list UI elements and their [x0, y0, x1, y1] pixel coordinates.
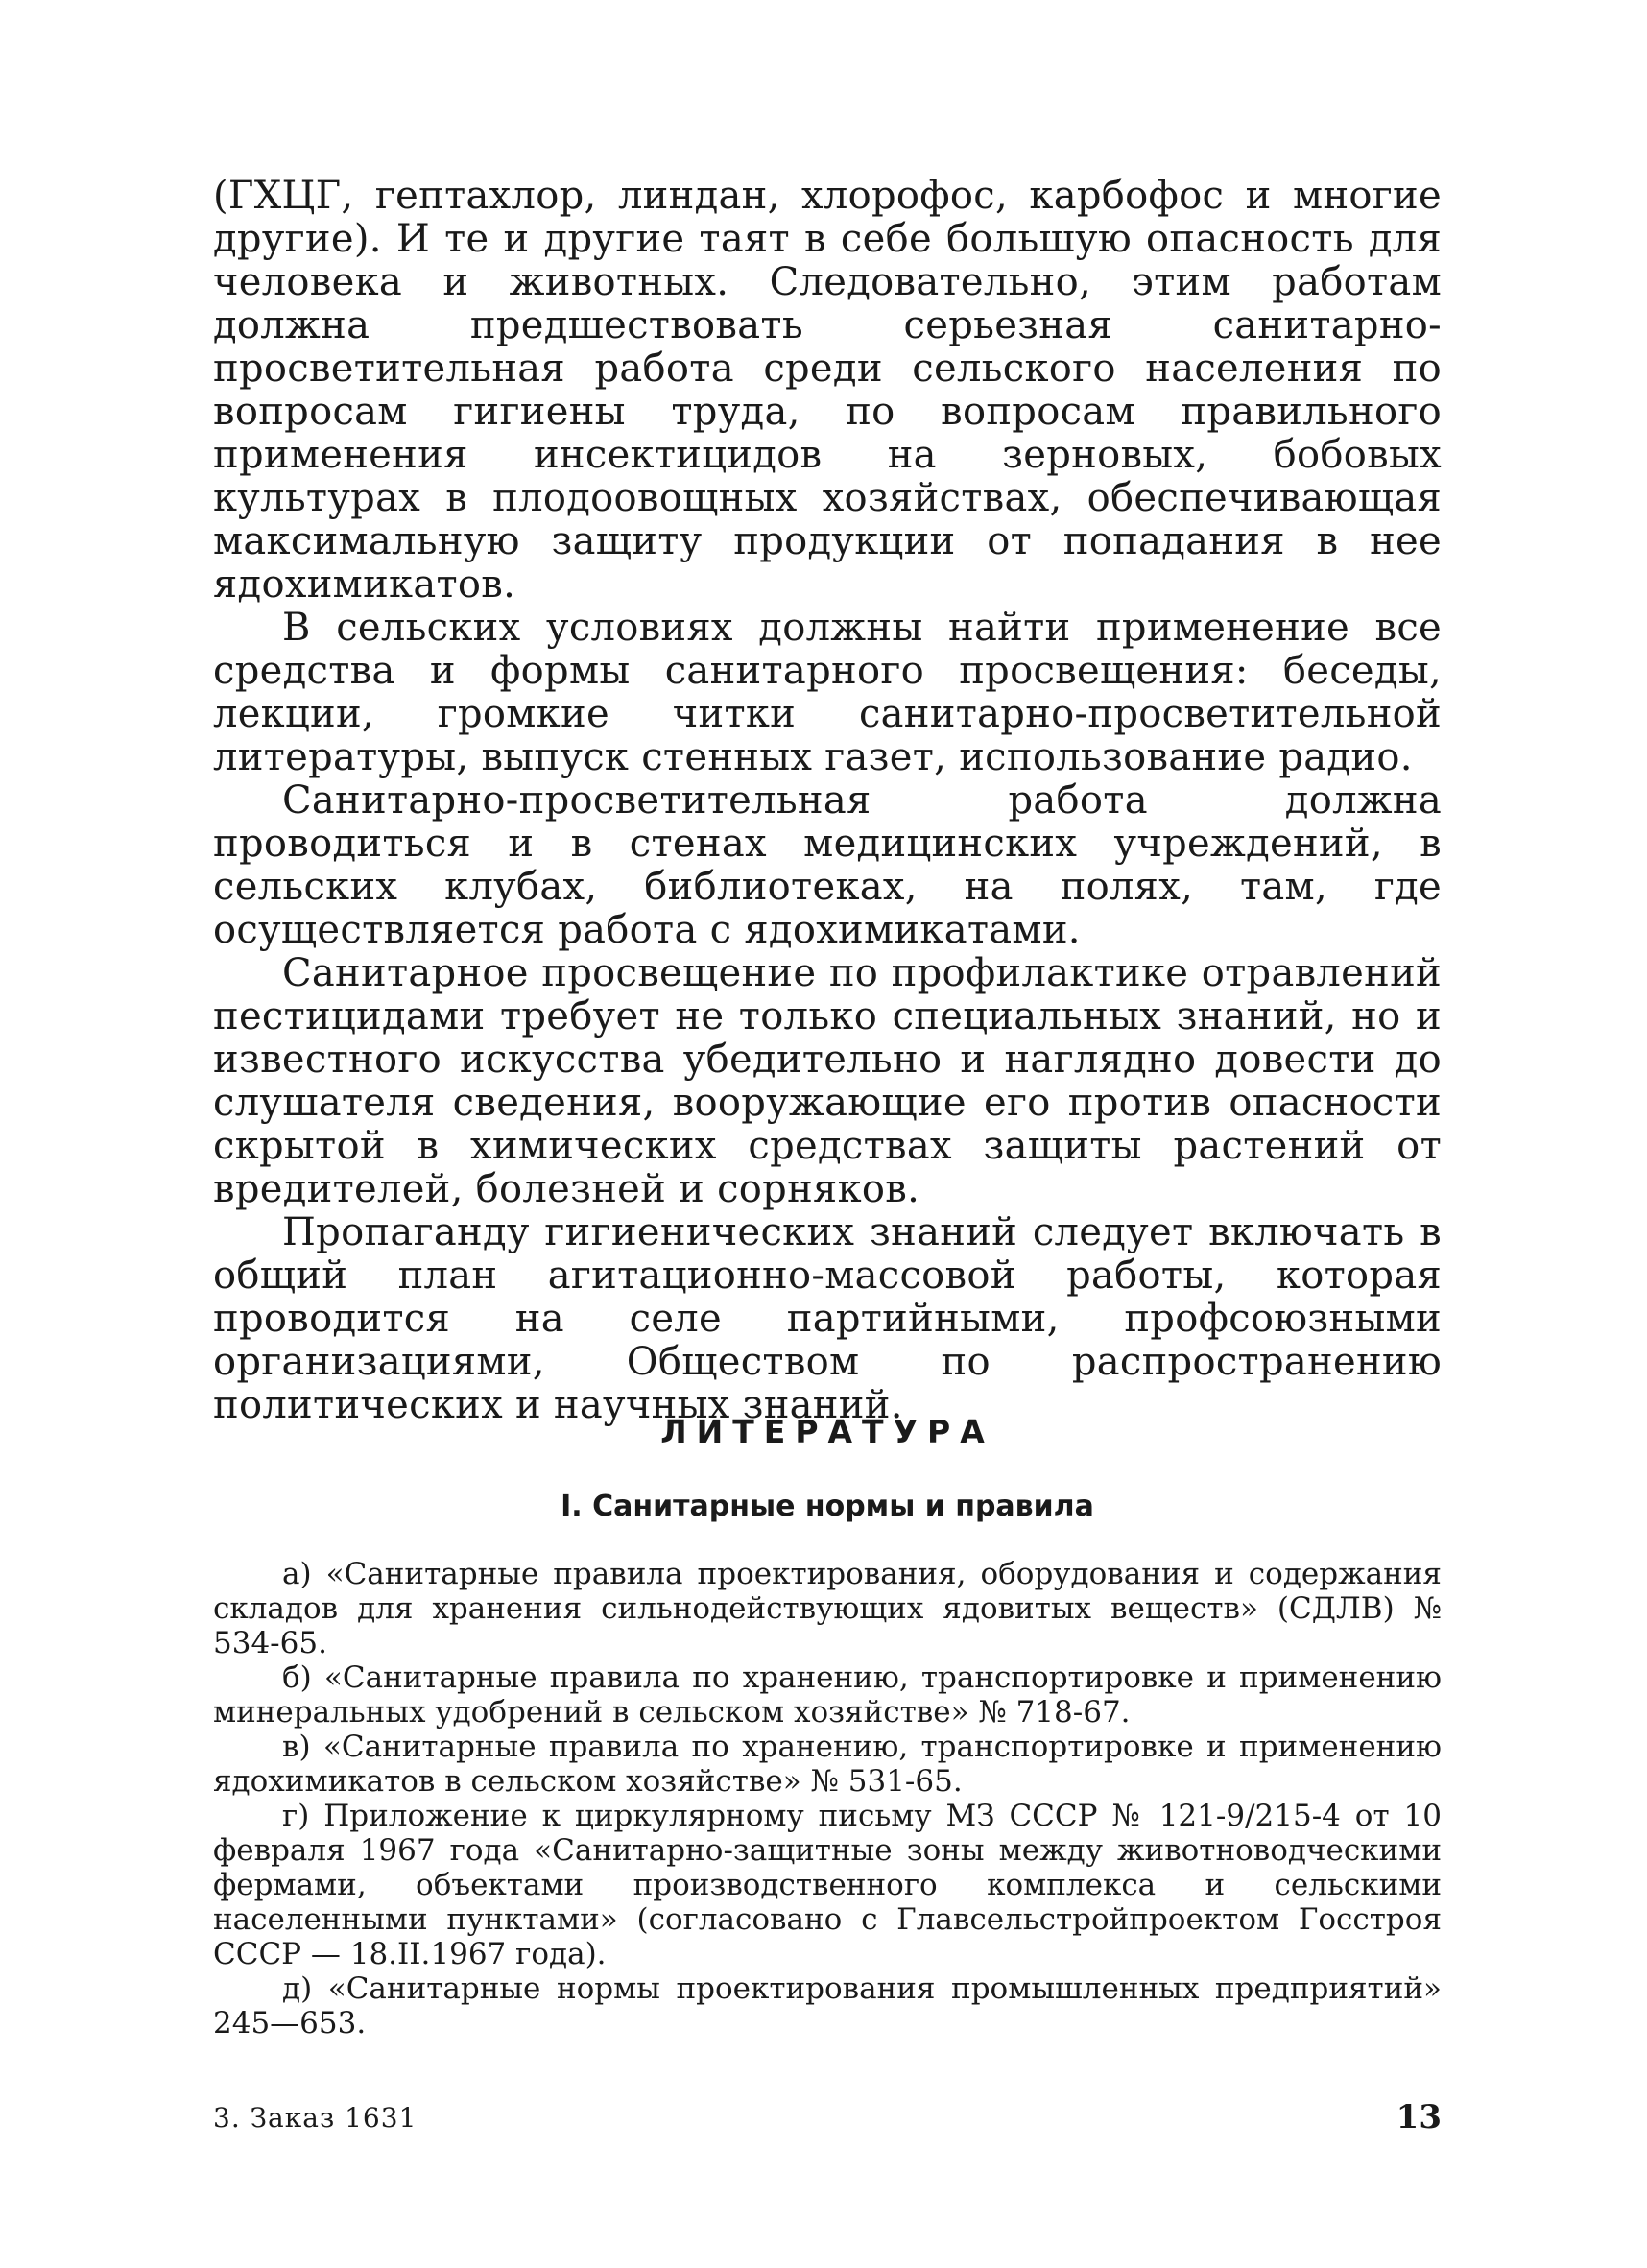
body-paragraph: Санитарное просвещение по профилактике отравлений пестицидами требует не только специальных знаний, но и известного искусства убедительно и наглядно довести до слушателя сведения, вооружающие его против опасности скрытой в химических средствах защиты растений от вредителей, болезней и сорняков. — [213, 951, 1442, 1211]
reference-item: д) «Санитарные нормы проектирования промышленных предприятий» 245—653. — [213, 1971, 1442, 2041]
reference-item: а) «Санитарные правила проектирования, оборудования и содержания складов для хранения сильнодействующих ядовитых веществ» (СДЛВ) № 534-65. — [213, 1557, 1442, 1660]
reference-item: в) «Санитарные правила по хранению, транспортировке и применению ядохимикатов в сельском хозяйстве» № 531-65. — [213, 1730, 1442, 1799]
body-paragraph: (ГХЦГ, гептахлор, линдан, хлорофос, карбофос и многие другие). И те и другие таят в себе большую опасность для человека и животных. Следовательно, этим работам должна предшествовать серьезная санитарно-просветительная работа среди сельского населения по вопросам гигиены труда, по вопросам правильного применения инсектицидов на зерновых, бобовых культурах в плодоовощных хозяйствах, обеспечивающая максимальную защиту продукции от попадания в нее ядохимикатов. — [213, 174, 1442, 607]
body-paragraph: В сельских условиях должны найти применение все средства и формы санитарного просвещения: беседы, лекции, громкие читки санитарно-просветительной литературы, выпуск стенных газет, использование радио. — [213, 606, 1442, 779]
body-text — [213, 175, 1442, 1427]
page-number: 13 — [1396, 2098, 1442, 2137]
reference-list — [213, 1557, 1442, 2041]
literature-subheading: I. Санитарные нормы и правила — [561, 1490, 1094, 1523]
reference-item: б) «Санитарные правила по хранению, транспортировке и применению минеральных удобрений в сельском хозяйстве» № 718-67. — [213, 1660, 1442, 1730]
body-paragraph: Пропаганду гигиенических знаний следует включать в общий план агитационно-массовой работы, которая проводится на селе партийными, профсоюзными организациями, Обществом по распространению политических и научных знаний. — [213, 1210, 1442, 1427]
literature-heading: ЛИТЕРАТУРА — [660, 1413, 994, 1450]
reference-item: г) Приложение к циркулярному письму МЗ СССР № 121-9/215-4 от 10 февраля 1967 года «Санитарно-защитные зоны между животноводческими фермами, объектами производственного комплекса и сельскими населенными пунктами» (согласовано с Главсельстройпроектом Госстроя СССР — 18.II.1967 года). — [213, 1799, 1442, 1971]
body-paragraph: Санитарно-просветительная работа должна проводиться и в стенах медицинских учреждений, в сельских клубах, библиотеках, на полях, там, где осуществляется работа с ядохимикатами. — [213, 778, 1442, 952]
print-order-mark: 3. Заказ 1631 — [213, 2102, 418, 2134]
